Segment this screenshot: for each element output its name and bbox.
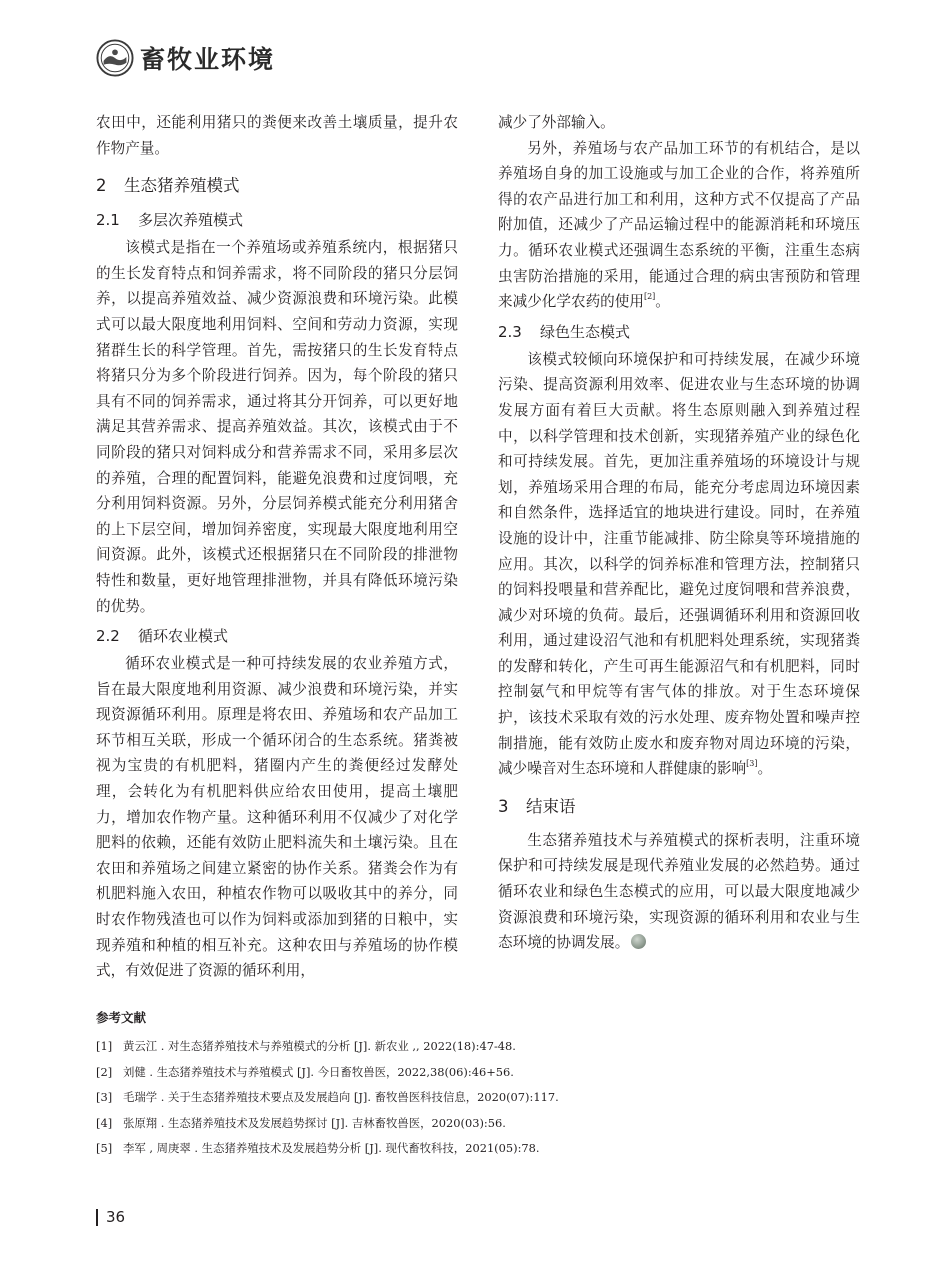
- section-number: 2: [96, 176, 107, 196]
- section-number: 2.1: [96, 211, 120, 230]
- paragraph: [498, 347, 860, 782]
- journal-logo-icon: [96, 39, 134, 77]
- end-mark-icon: [631, 934, 646, 949]
- section-number: 3: [498, 796, 509, 816]
- paragraph-text: 另外，养殖场与农产品加工环节的有机结合，是以养殖场自身的加工设施或与加工企业的合作，将养殖所得的农产品进行加工和利用，这种方式不仅提高了产品附加值，还减少了产品运输过程中的能源消耗和环境压力。循环农业模式还强调生态系统的平衡，注重生态病虫害防治措施的采用，能通过合理的病虫害预防和管理来减少化学农药的使用: [498, 139, 860, 311]
- section-heading-3: [498, 794, 860, 820]
- right-column: [498, 110, 860, 956]
- reference-item: [96, 1034, 856, 1060]
- paragraph: [498, 828, 860, 956]
- reference-text: 李军 , 周庚翠 . 生态猪养殖技术及发展趋势分析 [J]. 现代畜牧科技，2021(05):78.: [123, 1141, 540, 1155]
- left-column: [96, 110, 458, 984]
- reference-number: [3]: [96, 1090, 113, 1104]
- paragraph: 减少了外部输入。: [498, 114, 615, 131]
- section-number: 2.2: [96, 627, 120, 646]
- paragraph-text: 生态猪养殖技术与养殖模式的探析表明，注重环境保护和可持续发展是现代养殖业发展的必然趋势。通过循环农业和绿色生态模式的应用，可以最大限度地减少资源浪费和环境污染，实现资源的循环利用和农业与生态环境的协调发展。: [498, 831, 860, 952]
- section-heading-2-1: [96, 207, 458, 233]
- reference-item: [96, 1111, 856, 1137]
- section-title: 生态猪养殖模式: [124, 176, 240, 196]
- page-footer: [96, 1208, 125, 1226]
- references-title: 参考文献: [96, 1010, 147, 1025]
- reference-text: 张原翔 . 生态猪养殖技术及发展趋势探讨 [J]. 吉林畜牧兽医，2020(03):56.: [123, 1115, 506, 1130]
- references: [96, 1008, 856, 1162]
- paragraph-end: 。: [757, 760, 773, 778]
- reference-text: 毛瑞学 . 关于生态猪养殖技术要点及发展趋向 [J]. 畜牧兽医科技信息，2020(07):117.: [123, 1090, 559, 1104]
- journal-header: [96, 38, 275, 78]
- reference-number: [5]: [96, 1141, 113, 1155]
- reference-item: [96, 1136, 856, 1162]
- paragraph: [498, 136, 860, 315]
- paragraph-text: 该模式较倾向环境保护和可持续发展，在减少环境污染、提高资源利用效率、促进农业与生态环境的协调发展方面有着巨大贡献。将生态原则融入到养殖过程中，以科学管理和技术创新，实现猪养殖产业的绿色化和可持续发展。首先，更加注重养殖场的环境设计与规划，养殖场采用合理的布局，能充分考虑周边环境因素和自然条件，选择适宜的地块进行建设。同时，在养殖设施的设计中，注重节能减排、防尘除臭等环境措施的应用。其次，以科学的饲养标准和管理方法，控制猪只的饲料投喂量和营养配比，避免过度饲喂和营养浪费，减少对环境的负荷。最后，还强调循环利用和资源回收利用，通过建设沼气池和有机肥料处理系统，实现猪粪的发酵和转化，产生可再生能源沼气和有机肥料，同时控制氨气和甲烷等有害气体的排放。对于生态环境保护，该技术采取有效的污水处理、废弃物处置和噪声控制措施，能有效防止废水和废弃物对周边环境的污染，减少噪音对生态环境和人群健康的影响: [498, 350, 860, 778]
- section-number: 2.3: [498, 322, 522, 341]
- reference-number: [2]: [96, 1064, 113, 1079]
- citation: [3]: [746, 759, 758, 769]
- section-title: 多层次养殖模式: [138, 211, 244, 230]
- reference-text: 刘健 . 生态猪养殖技术与养殖模式 [J]. 今日畜牧兽医，2022,38(06):46+56.: [123, 1064, 514, 1079]
- reference-number: [4]: [96, 1115, 113, 1130]
- reference-text: 黄云江 . 对生态猪养殖技术与养殖模式的分析 [J]. 新农业 ,, 2022(18):47-48.: [123, 1039, 516, 1053]
- section-heading-2-2: [96, 623, 458, 649]
- section-title: 循环农业模式: [138, 627, 229, 646]
- paragraph: 该模式是指在一个养殖场或养殖系统内，根据猪只的生长发育特点和饲养需求，将不同阶段的猪只分层饲养，以提高养殖效益、减少资源浪费和环境污染。此模式可以最大限度地利用饲料、空间和劳动力资源，实现猪群生长的科学管理。首先，需按猪只的生长发育特点将猪只分为多个阶段进行饲养。因为，每个阶段的猪只具有不同的饲养需求，通过将其分开饲养，可以更好地满足其营养需求、提高养殖效益。其次，该模式由于不同阶段的猪只对饲料成分和营养需求不同，采用多层次的养殖，合理的配置饲料，能避免浪费和过度饲喂，充分利用饲料资源。另外，分层饲养模式能充分利用猪舍的上下层空间，增加饲养密度，实现最大限度地利用空间资源。此外，该模式还根据猪只在不同阶段的排泄物特性和数量，更好地管理排泄物，并具有降低环境污染的优势。: [96, 239, 458, 615]
- section-heading-2-3: [498, 319, 860, 345]
- citation: [2]: [643, 292, 656, 302]
- paragraph-end: 。: [655, 293, 670, 311]
- paragraph: 农田中，还能利用猪只的粪便来改善土壤质量，提升农作物产量。: [96, 114, 458, 157]
- reference-number: [1]: [96, 1039, 113, 1053]
- reference-item: [96, 1060, 856, 1086]
- journal-title: 畜牧业环境: [140, 45, 276, 74]
- section-title: 绿色生态模式: [540, 322, 631, 341]
- page-number: 36: [106, 1208, 126, 1226]
- reference-item: [96, 1085, 856, 1111]
- section-heading-2: [96, 173, 458, 199]
- section-title: 结束语: [526, 796, 576, 816]
- footer-bar: [96, 1209, 98, 1226]
- paragraph: 循环农业模式是一种可持续发展的农业养殖方式，旨在最大限度地利用资源、减少浪费和环境污染，并实现资源循环利用。原理是将农田、养殖场和农产品加工环节相互关联，形成一个循环闭合的生态系统。猪粪被视为宝贵的有机肥料，猪圈内产生的粪便经过发酵处理，会转化为有机肥料供应给农田使用，提高土壤肥力，增加农作物产量。这种循环利用不仅减少了对化学肥料的依赖，还能有效防止肥料流失和土壤污染。且在农田和养殖场之间建立紧密的协作关系。猪粪会作为有机肥料施入农田，种植农作物可以吸收其中的养分，同时农作物残渣也可以作为饲料或添加到猪的日粮中，实现养殖和种植的相互补充。这种农田与养殖场的协作模式，有效促进了资源的循环利用，: [96, 655, 458, 980]
